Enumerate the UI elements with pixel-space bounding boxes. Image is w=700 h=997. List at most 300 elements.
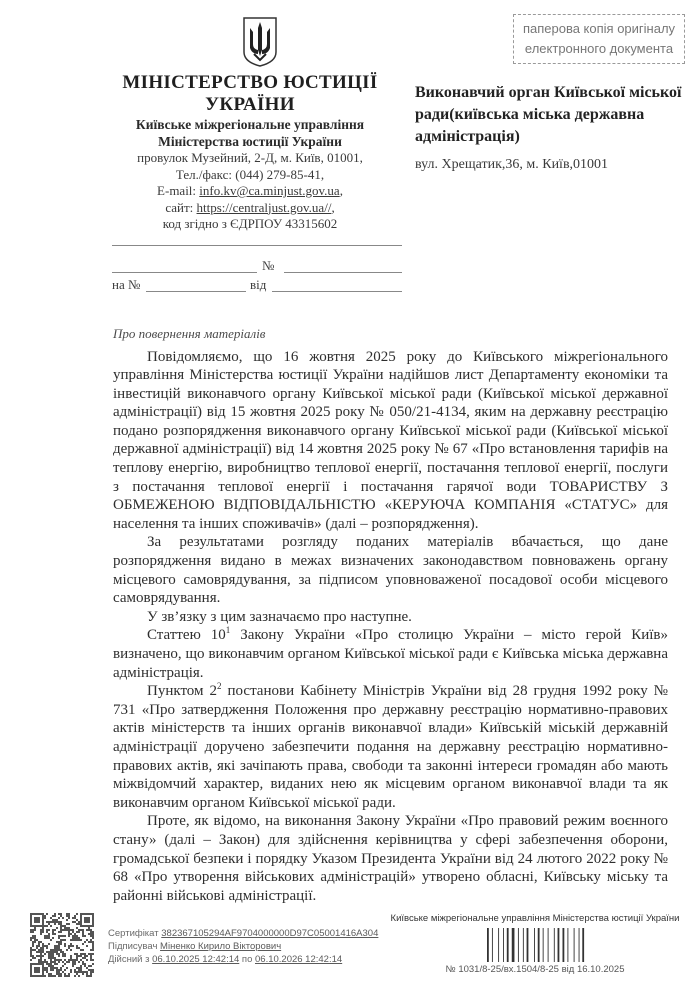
qr-module	[58, 913, 60, 915]
qr-module	[62, 925, 64, 927]
qr-module	[74, 935, 76, 937]
qr-module	[56, 959, 58, 961]
qr-module	[60, 929, 62, 931]
qr-module	[64, 969, 66, 971]
qr-module	[52, 921, 54, 923]
qr-module	[48, 923, 50, 925]
qr-module	[44, 975, 46, 977]
qr-module	[76, 957, 78, 959]
qr-module	[82, 935, 84, 937]
barcode-bar	[487, 928, 489, 962]
qr-module	[88, 941, 90, 943]
qr-module	[44, 917, 46, 919]
certificate-row	[108, 927, 378, 940]
qr-module	[36, 913, 38, 915]
qr-module	[72, 963, 74, 965]
qr-module	[86, 929, 88, 931]
qr-module	[32, 937, 34, 939]
barcode-bar	[574, 928, 575, 962]
qr-module	[34, 957, 36, 959]
qr-module	[92, 947, 94, 949]
qr-module	[38, 913, 40, 915]
qr-module	[74, 937, 76, 939]
barcode-bar	[507, 928, 509, 962]
qr-module	[46, 935, 48, 937]
qr-module	[48, 933, 50, 935]
qr-module	[46, 951, 48, 953]
qr-module	[80, 965, 82, 967]
qr-module	[46, 913, 48, 915]
qr-module	[42, 929, 44, 931]
qr-module	[42, 925, 44, 927]
qr-module	[90, 953, 92, 955]
qr-module	[88, 969, 90, 971]
qr-module	[78, 921, 80, 923]
qr-module	[30, 971, 32, 973]
qr-module	[58, 969, 60, 971]
qr-module	[46, 963, 48, 965]
qr-module	[38, 963, 40, 965]
qr-module	[66, 961, 68, 963]
qr-module	[72, 937, 74, 939]
qr-module	[74, 961, 76, 963]
qr-module	[70, 971, 72, 973]
qr-module	[90, 939, 92, 941]
tryzub-emblem-icon	[242, 16, 278, 68]
qr-module	[30, 923, 32, 925]
qr-module	[58, 953, 60, 955]
qr-module	[58, 975, 60, 977]
qr-module	[70, 943, 72, 945]
number-label: №	[262, 257, 275, 273]
qr-module	[62, 929, 64, 931]
qr-module	[46, 931, 48, 933]
qr-module	[78, 947, 80, 949]
qr-module	[36, 963, 38, 965]
qr-module	[80, 971, 82, 973]
qr-module	[76, 955, 78, 957]
qr-module	[42, 955, 44, 957]
qr-module	[42, 921, 44, 923]
qr-module	[60, 975, 62, 977]
qr-module	[30, 965, 32, 967]
qr-module	[82, 973, 84, 975]
qr-module	[62, 951, 64, 953]
qr-module	[82, 929, 84, 931]
qr-module	[66, 913, 68, 915]
qr-module	[54, 933, 56, 935]
department-line-2: Міністерства юстиції України	[158, 134, 342, 149]
qr-module	[52, 961, 54, 963]
qr-module	[42, 917, 44, 919]
qr-module	[36, 939, 38, 941]
qr-module	[50, 969, 52, 971]
qr-module	[78, 923, 80, 925]
qr-module	[74, 915, 76, 917]
qr-module	[74, 917, 76, 919]
qr-module	[52, 915, 54, 917]
qr-module	[84, 917, 86, 919]
qr-module	[44, 935, 46, 937]
qr-module	[60, 959, 62, 961]
qr-module	[92, 945, 94, 947]
qr-module	[40, 941, 42, 943]
qr-module	[56, 971, 58, 973]
barcode-bar	[498, 928, 499, 962]
qr-module	[32, 975, 34, 977]
qr-module	[38, 975, 40, 977]
qr-module	[68, 929, 70, 931]
qr-module	[34, 929, 36, 931]
qr-module	[58, 945, 60, 947]
qr-module	[50, 925, 52, 927]
qr-module	[68, 959, 70, 961]
qr-module	[92, 971, 94, 973]
qr-module	[34, 975, 36, 977]
qr-module	[58, 959, 60, 961]
letter-subject: Про повернення матеріалів	[113, 325, 266, 341]
qr-module	[64, 943, 66, 945]
qr-module	[78, 975, 80, 977]
qr-module	[30, 951, 32, 953]
qr-module	[42, 975, 44, 977]
site-link[interactable]: https://centraljust.gov.ua//	[196, 199, 332, 215]
qr-module	[76, 913, 78, 915]
qr-module	[42, 971, 44, 973]
qr-module	[32, 925, 34, 927]
qr-module	[36, 971, 38, 973]
qr-module	[48, 929, 50, 931]
qr-module	[84, 953, 86, 955]
qr-module	[80, 923, 82, 925]
qr-module	[72, 939, 74, 941]
qr-module	[40, 929, 42, 931]
qr-module	[32, 935, 34, 937]
paragraph-2: За результатами розгляду поданих матеріалів вбачається, що дане розпорядження видано в межах визначених законодавством повноважень органу місцевого самоврядування, за підписом уповноваженої посадової особи місцевого самоврядування.	[113, 534, 668, 607]
qr-module	[64, 927, 66, 929]
qr-module	[50, 949, 52, 951]
qr-module	[46, 945, 48, 947]
qr-module	[60, 939, 62, 941]
qr-module	[80, 967, 82, 969]
qr-module	[62, 917, 64, 919]
qr-module	[58, 917, 60, 919]
number-line	[284, 272, 402, 273]
qr-module	[30, 937, 32, 939]
department-line-1: Київське міжрегіональне управління	[135, 117, 365, 132]
qr-module	[44, 925, 46, 927]
qr-module	[32, 949, 34, 951]
qr-module	[88, 919, 90, 921]
qr-module	[34, 925, 36, 927]
qr-module	[80, 921, 82, 923]
qr-module	[68, 933, 70, 935]
qr-module	[40, 955, 42, 957]
qr-module	[48, 943, 50, 945]
qr-module	[76, 947, 78, 949]
qr-module	[34, 927, 36, 929]
qr-module	[34, 969, 36, 971]
qr-module	[36, 945, 38, 947]
qr-module	[32, 931, 34, 933]
sender-site-row: сайт: https://centraljust.gov.ua//,	[165, 199, 335, 215]
qr-module	[66, 927, 68, 929]
barcode-bar	[563, 928, 565, 962]
email-link[interactable]: info.kv@ca.minjust.gov.ua	[199, 183, 340, 198]
qr-module	[68, 973, 70, 975]
qr-module	[78, 969, 80, 971]
qr-module	[58, 921, 60, 923]
qr-module	[60, 925, 62, 927]
qr-module	[74, 939, 76, 941]
qr-module	[52, 969, 54, 971]
qr-module	[84, 971, 86, 973]
qr-module	[34, 937, 36, 939]
qr-module	[80, 917, 82, 919]
qr-module	[40, 957, 42, 959]
qr-module	[52, 949, 54, 951]
qr-module	[68, 945, 70, 947]
qr-module	[54, 923, 56, 925]
qr-module	[82, 931, 84, 933]
qr-module	[78, 967, 80, 969]
superscript: 2	[217, 681, 222, 692]
qr-module	[66, 919, 68, 921]
barcode-bar	[527, 928, 529, 962]
qr-module	[90, 971, 92, 973]
ref-date-line	[272, 291, 402, 292]
sender-header	[100, 72, 400, 233]
qr-module	[38, 945, 40, 947]
qr-module	[50, 963, 52, 965]
qr-module	[58, 955, 60, 957]
qr-module	[32, 963, 34, 965]
qr-module	[38, 949, 40, 951]
qr-module	[36, 947, 38, 949]
qr-module	[54, 913, 56, 915]
qr-module	[60, 941, 62, 943]
qr-module	[44, 961, 46, 963]
qr-module	[38, 969, 40, 971]
qr-module	[90, 931, 92, 933]
qr-module	[68, 927, 70, 929]
barcode-bar	[512, 928, 515, 962]
qr-module	[56, 973, 58, 975]
qr-module	[54, 921, 56, 923]
qr-module	[88, 929, 90, 931]
qr-module	[66, 949, 68, 951]
qr-module	[62, 971, 64, 973]
qr-module	[92, 935, 94, 937]
qr-module	[70, 955, 72, 957]
qr-module	[82, 933, 84, 935]
qr-module	[32, 955, 34, 957]
qr-module	[54, 967, 56, 969]
ministry-title-2: УКРАЇНИ	[205, 94, 295, 115]
qr-module	[86, 917, 88, 919]
qr-module	[56, 919, 58, 921]
qr-module	[46, 929, 48, 931]
qr-module	[68, 947, 70, 949]
qr-module	[42, 923, 44, 925]
qr-module	[60, 931, 62, 933]
qr-module	[30, 939, 32, 941]
qr-module	[50, 951, 52, 953]
qr-module	[34, 921, 36, 923]
qr-module	[44, 953, 46, 955]
qr-module	[66, 967, 68, 969]
qr-module	[62, 965, 64, 967]
qr-module	[46, 967, 48, 969]
signer-label: Підписувач	[108, 941, 158, 953]
qr-module	[70, 949, 72, 951]
qr-module	[88, 917, 90, 919]
qr-module	[72, 945, 74, 947]
qr-module	[72, 929, 74, 931]
qr-module	[80, 959, 82, 961]
qr-module	[58, 931, 60, 933]
qr-module	[68, 935, 70, 937]
qr-module	[42, 919, 44, 921]
recipient-block	[415, 82, 690, 174]
qr-module	[92, 913, 94, 915]
qr-module	[60, 943, 62, 945]
qr-module	[68, 915, 70, 917]
qr-module	[48, 937, 50, 939]
qr-module	[84, 955, 86, 957]
qr-module	[62, 955, 64, 957]
qr-module	[48, 957, 50, 959]
qr-module	[36, 921, 38, 923]
sender-address: провулок Музейний, 2-Д, м. Київ, 01001,	[137, 150, 363, 165]
e-signature-info	[108, 927, 378, 966]
qr-module	[62, 953, 64, 955]
qr-module	[88, 925, 90, 927]
ministry-title-1: МІНІСТЕРСТВО ЮСТИЦІЇ	[122, 72, 378, 93]
qr-module	[82, 971, 84, 973]
qr-module	[86, 975, 88, 977]
qr-module	[80, 939, 82, 941]
qr-module	[54, 929, 56, 931]
qr-module	[54, 947, 56, 949]
qr-module	[76, 967, 78, 969]
qr-module	[66, 929, 68, 931]
qr-module	[70, 957, 72, 959]
qr-module	[46, 971, 48, 973]
qr-module	[90, 965, 92, 967]
qr-module	[78, 929, 80, 931]
ref-date-label: від	[250, 276, 267, 292]
validity-row	[108, 953, 378, 966]
qr-module	[84, 963, 86, 965]
qr-module	[90, 941, 92, 943]
qr-module	[92, 953, 94, 955]
qr-module	[84, 921, 86, 923]
qr-module	[32, 929, 34, 931]
qr-module	[90, 935, 92, 937]
qr-module	[52, 933, 54, 935]
qr-module	[32, 913, 34, 915]
qr-module	[92, 937, 94, 939]
qr-module	[60, 951, 62, 953]
qr-module	[84, 935, 86, 937]
qr-module	[76, 935, 78, 937]
qr-module	[30, 953, 32, 955]
qr-module	[92, 931, 94, 933]
qr-module	[92, 949, 94, 951]
qr-module	[76, 959, 78, 961]
qr-module	[42, 951, 44, 953]
qr-module	[92, 923, 94, 925]
qr-module	[36, 951, 38, 953]
qr-module	[54, 975, 56, 977]
qr-module	[70, 959, 72, 961]
qr-module	[86, 973, 88, 975]
qr-module	[58, 935, 60, 937]
qr-module	[40, 925, 42, 927]
qr-module	[64, 975, 66, 977]
qr-module	[30, 931, 32, 933]
qr-module	[90, 959, 92, 961]
qr-module	[52, 937, 54, 939]
barcode-bar	[538, 928, 540, 962]
qr-module	[40, 913, 42, 915]
qr-module	[92, 919, 94, 921]
qr-module	[30, 955, 32, 957]
qr-module	[92, 959, 94, 961]
barcode-bar	[558, 928, 560, 962]
qr-module	[36, 955, 38, 957]
qr-module	[30, 963, 32, 965]
qr-module	[90, 933, 92, 935]
qr-module	[64, 925, 66, 927]
qr-module	[90, 957, 92, 959]
qr-module	[52, 955, 54, 957]
qr-module	[72, 959, 74, 961]
qr-module	[48, 955, 50, 957]
qr-module	[40, 949, 42, 951]
qr-module	[70, 969, 72, 971]
qr-module	[42, 963, 44, 965]
qr-module	[56, 963, 58, 965]
qr-module	[42, 949, 44, 951]
qr-module	[54, 919, 56, 921]
qr-module	[40, 975, 42, 977]
qr-module	[46, 969, 48, 971]
qr-module	[42, 967, 44, 969]
qr-module	[32, 945, 34, 947]
qr-module	[86, 919, 88, 921]
barcode-bar	[554, 928, 555, 962]
qr-module	[50, 965, 52, 967]
qr-module	[50, 939, 52, 941]
qr-module	[82, 961, 84, 963]
qr-module	[30, 947, 32, 949]
certificate-value: 382367105294AF9704000000D97C05001416A304	[161, 928, 379, 940]
qr-module	[40, 933, 42, 935]
paragraph-1: Повідомляємо, що 16 жовтня 2025 року до Київського міжрегіонального управління Міністерства юстиції України надійшов лист Департаменту економіки та інвестицій виконавчого органу Київської міської ради (Київської міської державної адміністрації) від 15 жовтня 2025 року № 050/21-4134, яким на державну реєстрацію подано розпорядження виконавчого органу Київської міської ради (Київської міської державної адміністрації) від 14 жовтня 2025 року № 67 «Про встановлення тарифів на теплову енергію, виробництво теплової енергії, постачання теплової енергії, послуги з постачання теплової енергії і постачання гарячої води ТОВАРИСТВУ З ОБМЕЖЕНОЮ ВІДПОВІДАЛЬНІСТЮ «КЕРУЮЧА КОМПАНІЯ «СТАТУС» для населення та інших споживачів» (далі – розпорядження).	[113, 348, 668, 532]
qr-module	[60, 923, 62, 925]
qr-module	[34, 935, 36, 937]
qr-module	[86, 967, 88, 969]
sender-email-row: E-mail: info.kv@ca.minjust.gov.ua,	[157, 183, 343, 198]
qr-module	[42, 965, 44, 967]
qr-module	[52, 965, 54, 967]
signer-row	[108, 940, 378, 953]
qr-module	[30, 917, 32, 919]
qr-module	[56, 945, 58, 947]
qr-module	[60, 913, 62, 915]
